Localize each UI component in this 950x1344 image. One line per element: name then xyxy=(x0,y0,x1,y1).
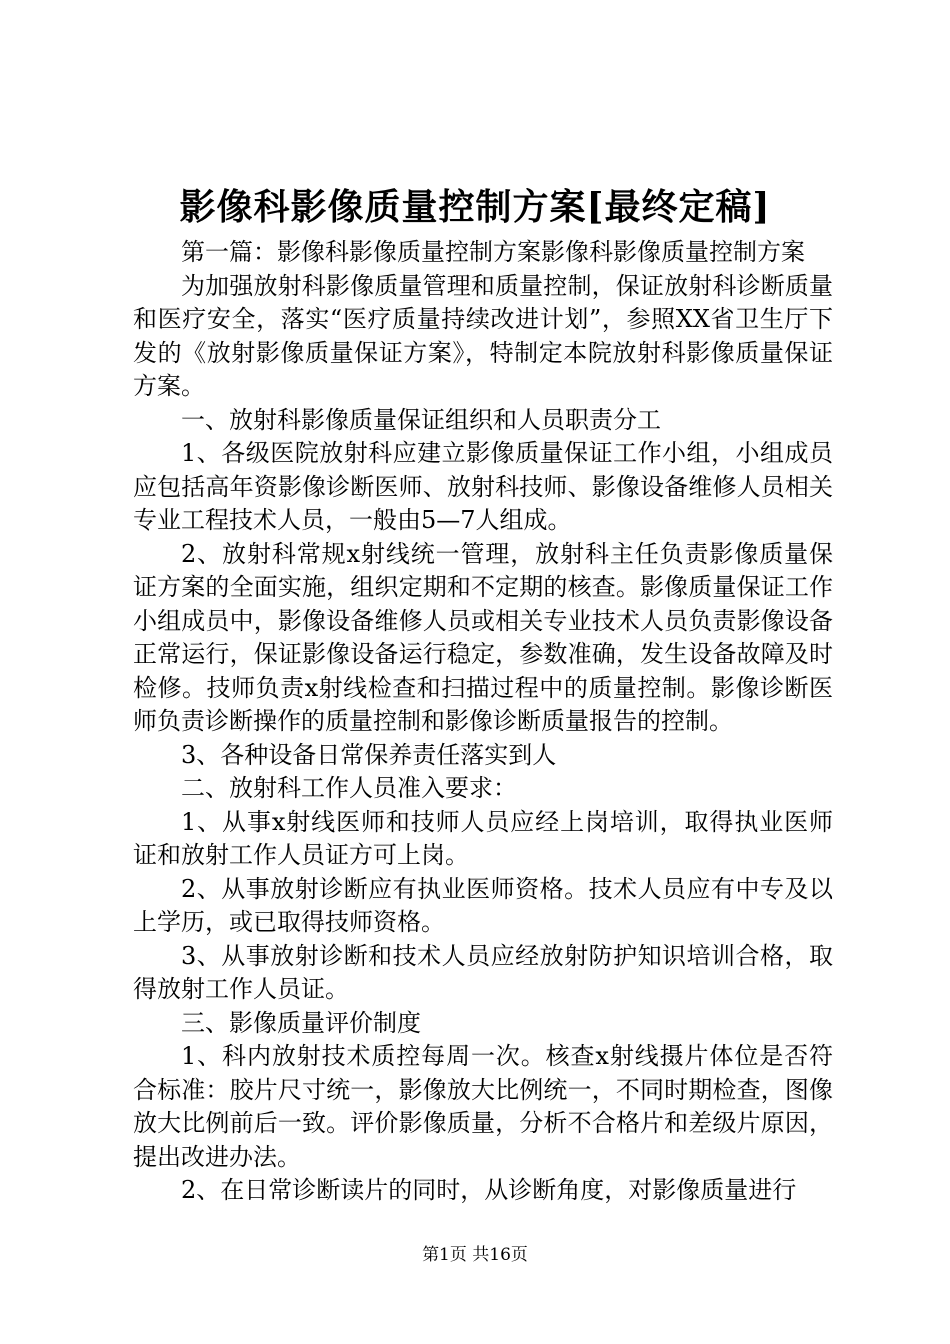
paragraph-2-1: 1、从事x射线医师和技师人员应经上岗培训，取得执业医师证和放射工作人员证方可上岗。 xyxy=(133,807,833,869)
paragraph-1-1: 1、各级医院放射科应建立影像质量保证工作小组，小组成员应包括高年资影像诊断医师、放射科技师、影像设备维修人员相关专业工程技术人员，一般由5—7人组成。 xyxy=(133,439,833,534)
section-heading-2: 二、放射科工作人员准入要求： xyxy=(181,774,517,802)
paragraph-2-3: 3、从事放射诊断和技术人员应经放射防护知识培训合格，取得放射工作人员证。 xyxy=(133,941,833,1003)
paragraph-3-1: 1、科内放射技术质控每周一次。核查x射线摄片体位是否符合标准：胶片尺寸统一，影像放大比例统一，不同时期检查，图像放大比例前后一致。评价影像质量，分析不合格片和差级片原因，提出改进办法。 xyxy=(133,1042,833,1171)
paragraph-3-2: 2、在日常诊断读片的同时，从诊断角度，对影像质量进行 xyxy=(181,1176,797,1204)
document-title: 影像科影像质量控制方案[最终定稿] xyxy=(179,186,771,228)
paragraph-intro-heading: 第一篇：影像科影像质量控制方案影像科影像质量控制方案 xyxy=(181,238,805,266)
page-footer: 第1页 共16页 xyxy=(422,1245,528,1265)
paragraph-1-2: 2、放射科常规x射线统一管理，放射科主任负责影像质量保证方案的全面实施，组织定期和不定期的核查。影像质量保证工作小组成员中，影像设备维修人员或相关专业技术人员负责影像设备正常运行，保证影像设备运行稳定，参数准确，发生设备故障及时检修。技师负责x射线检查和扫描过程中的质量控制。影像诊断医师负责诊断操作的质量控制和影像诊断质量报告的控制。 xyxy=(133,539,833,735)
paragraph-1-3: 3、各种设备日常保养责任落实到人 xyxy=(181,740,557,769)
paragraph-2-2: 2、从事放射诊断应有执业医师资格。技术人员应有中专及以上学历，或已取得技师资格。 xyxy=(133,874,833,936)
section-heading-1: 一、放射科影像质量保证组织和人员职责分工 xyxy=(181,405,661,434)
section-heading-3: 三、影像质量评价制度 xyxy=(181,1008,421,1037)
document-body xyxy=(133,236,833,1208)
paragraph-purpose: 为加强放射科影像质量管理和质量控制，保证放射科诊断质量和医疗安全，落实“医疗质量持续改进计划”，参照XX省卫生厅下发的《放射影像质量保证方案》，特制定本院放射科影像质量保证方案。 xyxy=(133,271,833,400)
